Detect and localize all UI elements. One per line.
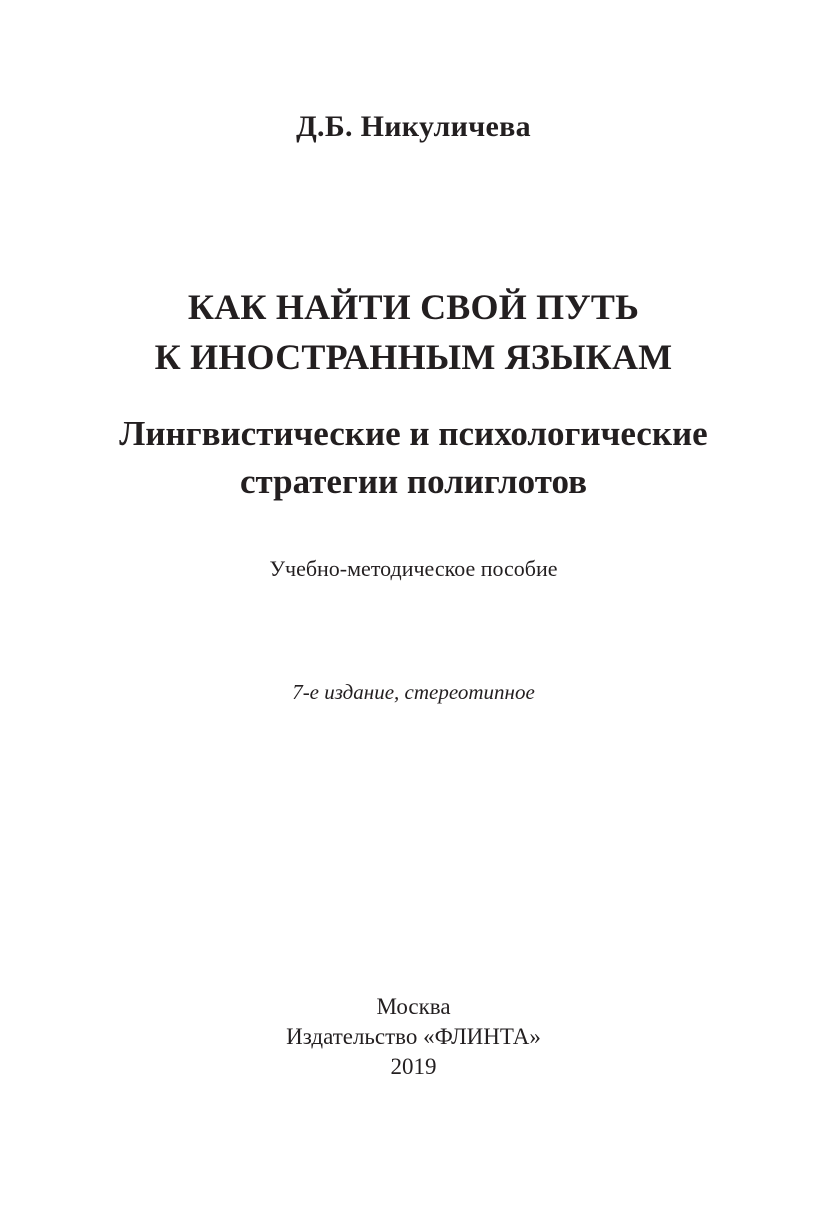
- author-name: Д.Б. Никуличева: [296, 110, 531, 143]
- imprint-publisher: Издательство «ФЛИНТА»: [286, 1024, 541, 1049]
- edition-note: 7-е издание, стереотипное: [292, 680, 535, 704]
- imprint-city: Москва: [376, 994, 451, 1019]
- book-subtitle-line-2: стратегии полиглотов: [240, 462, 587, 501]
- imprint-year: 2019: [390, 1054, 437, 1079]
- book-title-line-2: К ИНОСТРАННЫМ ЯЗЫКАМ: [154, 337, 673, 377]
- book-title-line-1: КАК НАЙТИ СВОЙ ПУТЬ: [187, 287, 640, 327]
- book-subtitle-line-1: Лингвистические и психологические: [119, 414, 708, 453]
- document-type: Учебно-методическое пособие: [269, 556, 558, 581]
